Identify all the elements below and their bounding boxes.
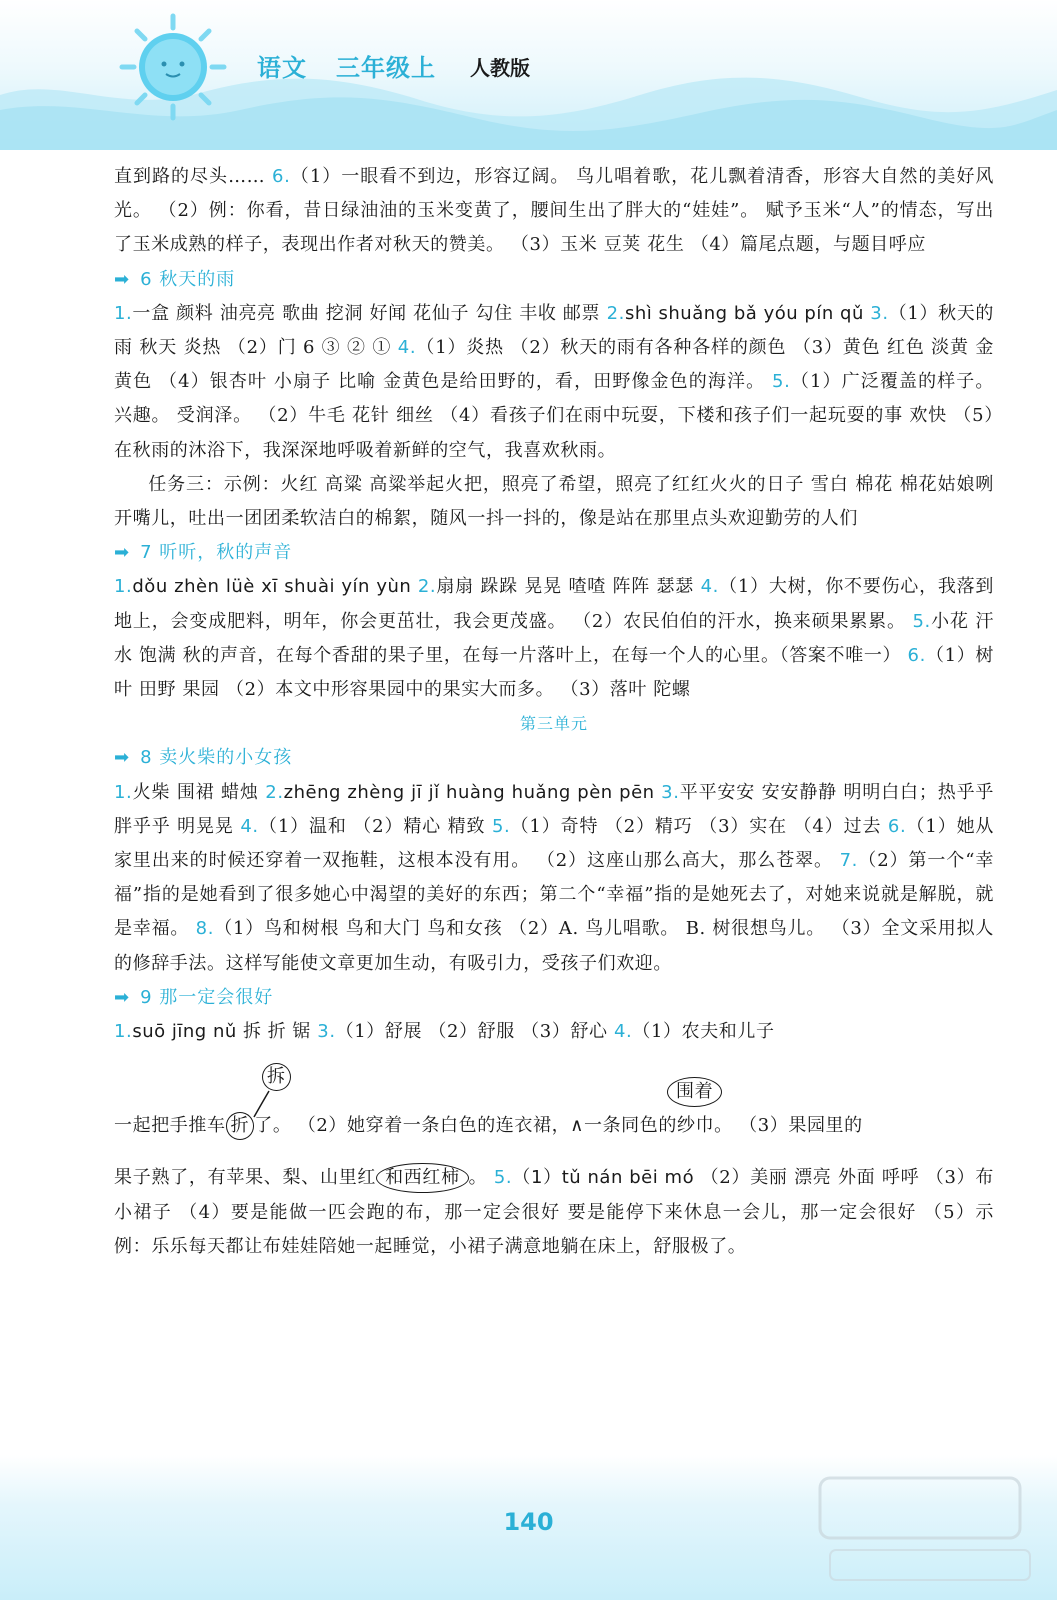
insertion-mark-weizhe: 围着 — [667, 1077, 722, 1107]
insertion-caret: ∧ — [570, 1115, 584, 1137]
page-number: 140 — [503, 1508, 554, 1536]
section-title-lesson6: ➡ 6 秋天的雨 — [114, 268, 236, 290]
paragraph-lesson9-line1: 1.suō jīng nǔ 拆 折 锯 3.（1）舒展 （2）舒服 （3）舒心 4.（1）农夫和儿子 — [114, 1021, 775, 1043]
arrow-right-icon: ➡ — [114, 986, 131, 1008]
page-header — [0, 0, 1057, 150]
paragraph-lesson6: 1.一盒 颜料 油亮亮 歌曲 挖洞 好闻 花仙子 勾住 丰收 邮票 2.shì shuǎng bǎ yóu pín qǔ 3.（1）秋天的雨 秋天 炎热 （2）门 6 ③ ② ① 4.（1）炎热 （2）秋天的雨有各种各样的颜色 （3）黄色 红色 淡黄 金黄色 （4）银杏叶 小扇子 比喻 金黄色是给田野的，看，田野像金色的海洋。 5.（1）广泛覆盖的样子。 兴趣。 受润泽。 （2）牛毛 花针 细丝 （4）看孩子们在雨中玩耍，下楼和孩子们一起玩耍的事 欢快 （5）在秋雨的沐浴下，我深深地呼吸着新鲜的空气，我喜欢秋雨。 — [114, 302, 995, 461]
header-edition: 人教版 — [470, 56, 530, 80]
arrow-right-icon: ➡ — [114, 542, 131, 564]
paragraph-lesson7: 1.dǒu zhèn lüè xī shuài yín yùn 2.扇扇 跺跺 晃晃 喳喳 阵阵 瑟瑟 4.（1）大树，你不要伤心，我落到地上，会变成肥料，明年，你会更茁壮，我会更茂盛。 （2）农民伯伯的汗水，换来硕果累累。 5.小花 汗水 饱满 秋的声音，在每个香甜的果子里，在每一片落叶上，在每一个人的心里。（答案不唯一） 6.（1）树叶 田野 果园 （2）本文中形容果园中的果实大而多。 （3）落叶 陀螺 — [114, 576, 994, 701]
unit-title: 第三单元 — [519, 714, 588, 734]
paragraph-lesson6-task: 任务三：示例：火红 高粱 高粱举起火把，照亮了希望，照亮了红红火火的日子 雪白 棉花 棉花姑娘咧开嘴儿，吐出一团团柔软洁白的棉絮，随风一抖一抖的，像是站在那里点头欢迎勤劳的人们 — [114, 473, 994, 530]
sun-icon — [118, 12, 228, 122]
correction-mark-chai: 拆 — [262, 1063, 291, 1091]
arrow-right-icon: ➡ — [114, 747, 131, 769]
paragraph-lesson9-line3: 果子熟了，有苹果、梨、山里红 和西红柿 。 5.（1）tǔ nán bēi mó （2）美丽 漂亮 外面 呼呼 （3）布 小裙子 （4）要是能做一匹会跑的布，那一定会很好 要是能停下来休息一会儿，那一定会很好 （5）示例：乐乐每天都让布娃娃陪她一起睡觉，小裙子满意地躺在床上，舒服极了。 — [114, 1161, 994, 1264]
section-title-lesson8: ➡ 8 卖火柴的小女孩 — [114, 747, 293, 769]
answer-content — [114, 160, 994, 1264]
section-title-lesson9: ➡ 9 那一定会很好 — [114, 986, 274, 1008]
header-grade: 三年级上 — [336, 54, 436, 82]
paragraph-lesson9-line2: 一起把手推车 折 了。 （2）她穿着一条白色的连衣裙，∧一条同色的纱巾。 （3）果园里的 — [114, 1109, 994, 1143]
correction-annotations — [114, 1049, 994, 1109]
watermark-logo-icon — [810, 1470, 1040, 1590]
correction-stroke — [244, 1089, 284, 1119]
header-subject: 语文 — [257, 54, 307, 82]
transposition-mark: 和西红柿 — [376, 1163, 468, 1193]
section-title-lesson7: ➡ 7 听听，秋的声音 — [114, 542, 293, 564]
paragraph-lesson8: 1.火柴 围裙 蜡烛 2.zhēng zhèng jī jǐ huàng huǎng pèn pēn 3.平平安安 安安静静 明明白白；热乎乎 胖乎乎 明晃晃 4.（1）温和 （2）精心 精致 5.（1）奇特 （2）精巧 （3）实在 （4）过去 6.（1）她从家里出来的时候还穿着一双拖鞋，这根本没有用。 （2）这座山那么高大，那么苍翠。 7.（2）第一个“幸福”指的是她看到了很多她心中渴望的美好的东西；第二个“幸福”指的是她死去了，对她来说就是解脱，就是幸福。 8.（1）鸟和树根 鸟和大门 鸟和女孩 （2）A. 鸟儿唱歌。 B. 树很想鸟儿。 （3）全文采用拟人的修辞手法。这样写能使文章更加生动，有吸引力，受孩子们欢迎。 — [114, 781, 995, 974]
paragraph-lesson5-tail: 直到路的尽头…… 6.（1）一眼看不到边，形容辽阔。 鸟儿唱着歌，花儿飘着清香，形容大自然的美好风光。 （2）例：你看，昔日绿油油的玉米变黄了，腰间生出了胖大的“娃娃”。 赋予玉米“人”的情态，写出了玉米成熟的样子，表现出作者对秋天的赞美。 （3）玉米 豆荚 花生 （4）篇尾点题，与题目呼应 — [114, 166, 994, 256]
deletion-mark-zhe: 折 — [226, 1112, 255, 1140]
arrow-right-icon: ➡ — [114, 268, 131, 290]
